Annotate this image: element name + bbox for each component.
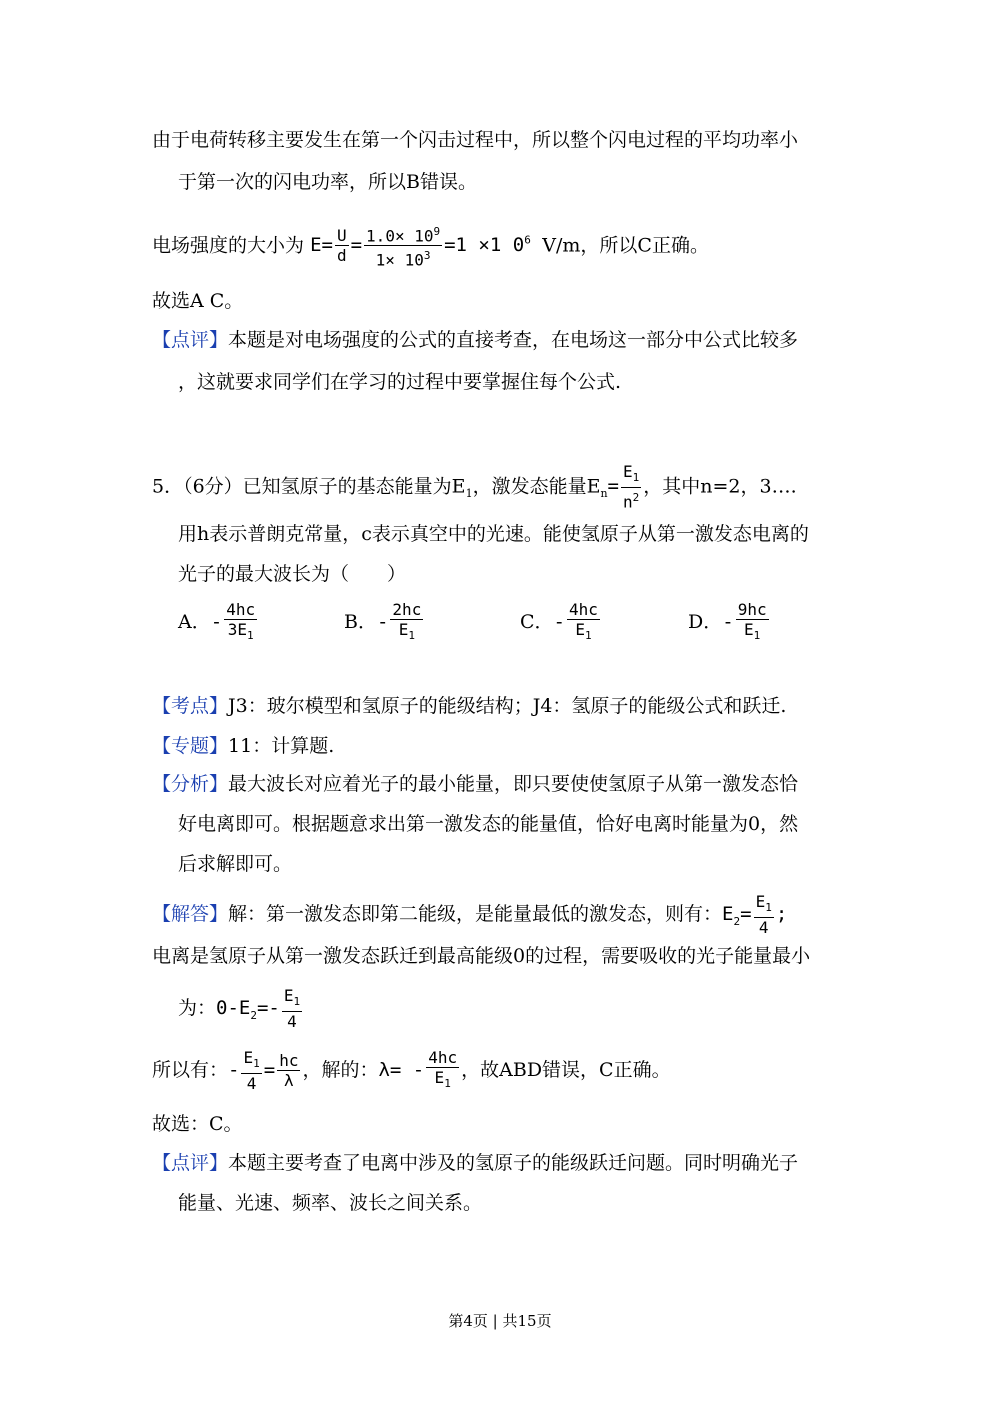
- review-line: [152, 1151, 798, 1175]
- text-line: ，这就要求同学们在学习的过程中要掌握住每个公式.: [178, 371, 622, 393]
- review-tag: 【点评】: [152, 1152, 229, 1174]
- text-span: ，解的：: [302, 1059, 379, 1082]
- text-line: 电离是氢原子从第一激发态跃迁到最高能级0的过程，需要吸收的光子能量最小: [152, 945, 811, 967]
- text-span: 5．（6分）已知氢原子的基态能量为E: [152, 475, 466, 498]
- option-numerator: 2hc: [392, 600, 422, 619]
- text-span: ，其中n=2，3….: [643, 475, 797, 498]
- equation-line: 所以有：- $\frac{E_1}{4}$ = $\frac{hc}{\lambda}$ ，解的：λ= - $\frac{4hc}{E_1}$ ，故ABD错误，C正确。: [152, 1048, 671, 1094]
- option-numerator: 9hc: [737, 600, 767, 619]
- text-span: 本题主要考查了电离中涉及的氢原子的能级跃迁问题。同时明确光子: [228, 1152, 799, 1174]
- text-line: 后求解即可。: [178, 853, 293, 875]
- text-line: 于第一次的闪电功率，所以B错误。: [178, 171, 477, 193]
- option-d: D．- $\frac{9hc}{E_1}$: [688, 600, 767, 643]
- text-line: 好电离即可。根据题意求出第一激发态的能量值，恰好电离时能量为0，然: [178, 813, 799, 835]
- option-label: D．: [688, 611, 723, 634]
- jieda-line: 【解答】解：第一激发态即第二能级，是能量最低的激发态，则有：$E_2=$ $\frac{E_1}{4}$ ;: [152, 892, 788, 938]
- text-span: ，故ABD错误，C正确。: [461, 1059, 671, 1082]
- answer-line: 故选：C。: [152, 1113, 243, 1135]
- option-label: B．: [344, 611, 377, 634]
- option-numerator: 4hc: [569, 600, 598, 619]
- option-label: C．: [520, 611, 554, 634]
- kaodian-tag: 【考点】: [152, 695, 229, 717]
- field-formula: E= $\frac{U}{d}$ = $\frac{1.0\times 10^9}{1\times 10^3}$ =1 ×1 $0^6$: [310, 234, 542, 256]
- option-a: A．- $\frac{4hc}{3E_1}$: [178, 600, 256, 643]
- text-span: 为：: [178, 997, 217, 1020]
- fenxi-line: [152, 772, 798, 796]
- text-span: 所以有：: [152, 1059, 229, 1082]
- option-b: B．- $\frac{2hc}{E_1}$: [344, 600, 422, 643]
- text-span: V/m，所以C正确。: [542, 234, 709, 257]
- option-numerator: 4hc: [226, 600, 256, 619]
- question-stem: 5．（6分）已知氢原子的基态能量为$E_1$，激发态能量$E_n=$ $\frac{E_1}{n^2}$ ，其中n=2，3….: [152, 462, 797, 512]
- jieda-tag: 【解答】: [152, 903, 229, 926]
- text-span: 11：计算题.: [228, 735, 335, 757]
- text-line: 由于电荷转移主要发生在第一个闪击过程中，所以整个闪电过程的平均功率小: [152, 129, 799, 151]
- option-c: C．- $\frac{4hc}{E_1}$: [520, 600, 598, 643]
- zhuanti-tag: 【专题】: [152, 735, 229, 757]
- equation-line: [152, 222, 709, 270]
- equation-line: 为：$0-E_2=-$ $\frac{E_1}{4}$: [178, 986, 301, 1032]
- text-span: ，激发态能量E: [472, 475, 601, 498]
- answer-line: 故选A C。: [152, 290, 244, 312]
- text-span: J3：玻尔模型和氢原子的能级结构；J4：氢原子的能级公式和跃迁.: [228, 695, 787, 717]
- option-denominator: 3E: [227, 620, 247, 639]
- text-span: 解：第一激发态即第二能级，是能量最低的激发态，则有：: [228, 903, 723, 926]
- review-tag: 【点评】: [152, 329, 229, 351]
- page-footer: 第4页 | 共15页: [448, 1312, 552, 1330]
- text-span: 电场强度的大小为: [152, 234, 305, 257]
- text-span: 最大波长对应着光子的最小能量，即只要使使氢原子从第一激发态恰: [228, 773, 799, 795]
- text-line: 光子的最大波长为（ ）: [178, 563, 407, 585]
- zhuanti-line: [152, 734, 334, 758]
- review-line: [152, 328, 798, 352]
- option-denominator: E: [575, 620, 585, 639]
- option-denominator: E: [744, 620, 754, 639]
- text-line: 用h表示普朗克常量，c表示真空中的光速。能使氢原子从第一激发态电离的: [178, 523, 809, 545]
- text-line: 能量、光速、频率、波长之间关系。: [178, 1192, 483, 1214]
- fenxi-tag: 【分析】: [152, 773, 229, 795]
- option-label: A．: [178, 611, 211, 634]
- text-span: 本题是对电场强度的公式的直接考查，在电场这一部分中公式比较多: [228, 329, 799, 351]
- option-denominator: E: [398, 620, 409, 639]
- kaodian-line: [152, 694, 786, 718]
